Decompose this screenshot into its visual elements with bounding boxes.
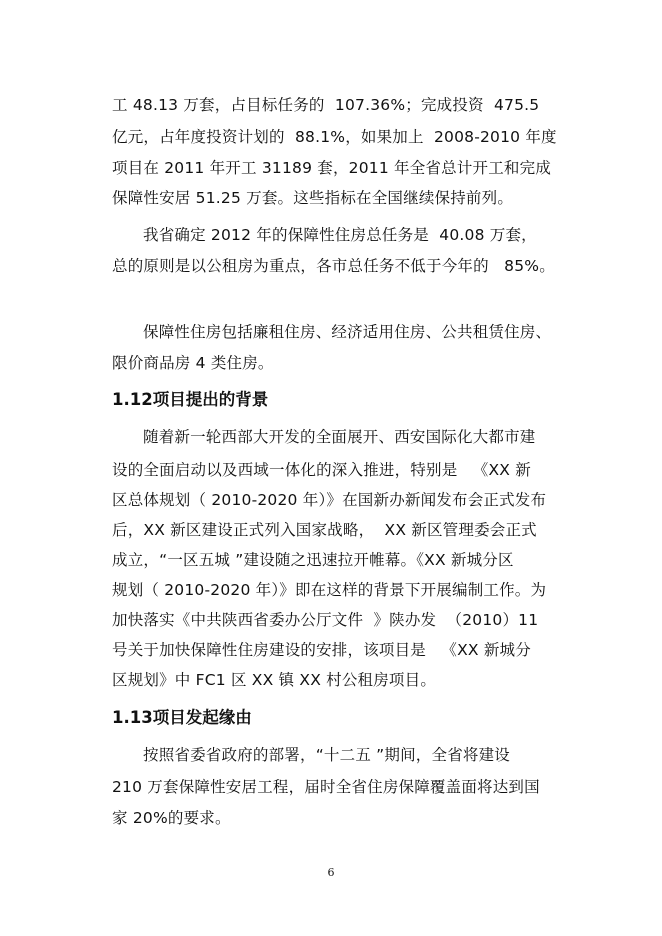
paragraph-5-line-2: 210 万套保障性安居工程，届时全省住房保障覆盖面将达到国 [112, 778, 540, 796]
section-heading-1-13: 1.13项目发起缘由 [112, 708, 252, 727]
paragraph-3-line-2: 限价商品房 4 类住房。 [112, 354, 274, 372]
paragraph-1-line-2: 亿元，占年度投资计划的 88.1%，如果加上 2008-2010 年度 [112, 128, 557, 146]
paragraph-5-line-3: 家 20%的要求。 [112, 809, 231, 827]
paragraph-2-line-2: 总的原则是以公租房为重点，各市总任务不低于今年的 85%。 [112, 257, 555, 275]
paragraph-4-line-4: 后，XX 新区建设正式列入国家战略， XX 新区管理委会正式 [112, 521, 537, 539]
paragraph-4-line-1: 随着新一轮西部大开发的全面展开、西安国际化大都市建 [143, 428, 536, 446]
paragraph-2-line-1: 我省确定 2012 年的保障性住房总任务是 40.08 万套， [143, 226, 537, 244]
page-number: 6 [327, 866, 335, 879]
paragraph-4-line-2: 设的全面启动以及西域一体化的深入推进，特别是 《XX 新 [112, 461, 531, 479]
paragraph-4-line-8: 号关于加快保障性住房建设的安排，该项目是 《XX 新城分 [112, 641, 531, 659]
paragraph-4-line-3: 区总体规划（ 2010-2020 年）》在国新办新闻发布会正式发布 [112, 491, 547, 509]
paragraph-3-line-1: 保障性住房包括廉租住房、经济适用住房、公共租赁住房、 [143, 323, 552, 341]
paragraph-4-line-5: 成立，“一区五城 ”建设随之迅速拉开帷幕。《XX 新城分区 [112, 551, 514, 569]
paragraph-4-line-9: 区规划》中 FC1 区 XX 镇 XX 村公租房项目。 [112, 671, 437, 689]
paragraph-1-line-1: 工 48.13 万套，占目标任务的 107.36%；完成投资 475.5 [112, 96, 540, 114]
section-heading-1-12: 1.12项目提出的背景 [112, 390, 269, 409]
paragraph-4-line-6: 规划（ 2010-2020 年）》即在这样的背景下开展编制工作。为 [112, 581, 547, 599]
paragraph-4-line-7: 加快落实《中共陕西省委办公厅文件 》陕办发 （2010）11 [112, 611, 539, 629]
paragraph-5-line-1: 按照省委省政府的部署，“十二五 ”期间，全省将建设 [143, 746, 510, 764]
paragraph-1-line-4: 保障性安居 51.25 万套。这些指标在全国继续保持前列。 [112, 189, 514, 207]
paragraph-1-line-3: 项目在 2011 年开工 31189 套，2011 年全省总计开工和完成 [112, 159, 552, 177]
